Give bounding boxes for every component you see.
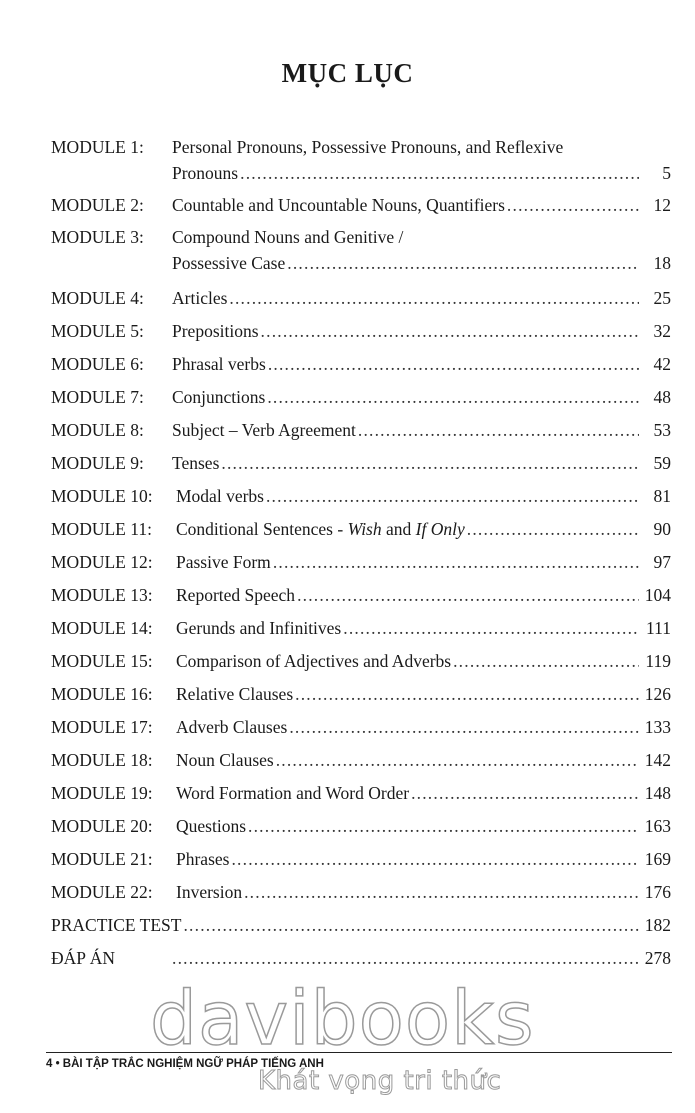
toc-entry-label: MODULE 8: [51,420,144,440]
toc-entry-title: Conjunctions [172,387,266,407]
toc-entry-label: MODULE 5: [51,321,144,341]
toc-entry-label: MODULE 19: [51,783,153,803]
toc-entry-module-1 [51,134,671,192]
toc-entry-title: Phrasal verbs [172,354,266,374]
dot-leader [261,318,639,344]
toc-entry-label: MODULE 4: [51,288,144,308]
toc-entry-module-2 [51,192,671,224]
dot-leader [183,912,639,938]
toc-entry-title: Articles [172,288,228,308]
dot-leader [267,384,639,410]
toc-entry-page: 59 [653,453,671,473]
dot-leader [295,681,639,707]
toc-entry-label: MODULE 20: [51,816,153,836]
toc-entry-title: Modal verbs [176,486,264,506]
toc-entry-title: PRACTICE TEST [51,915,182,935]
toc-entry-title: Phrases [176,849,230,869]
toc-entry-module-6 [51,351,671,384]
toc-entry-module-9 [51,450,671,483]
dot-leader [268,351,639,377]
dot-leader [276,747,639,773]
toc-entry-module-8 [51,417,671,450]
toc-entry-page: 182 [644,915,671,935]
toc-entry-page: 133 [644,717,671,737]
toc-entry-module-19 [51,780,671,813]
dot-leader [453,648,639,674]
toc-entry-title: Subject – Verb Agreement [172,420,356,440]
toc-entry-label: MODULE 11: [51,519,152,539]
dot-leader [358,417,639,443]
dot-leader [343,615,639,641]
dot-leader [172,945,639,971]
toc-entry-label: MODULE 15: [51,651,153,671]
toc-entry-label: MODULE 22: [51,882,153,902]
toc-entry-module-22 [51,879,671,912]
toc-entry-page: 5 [662,163,671,183]
toc-entry-title: Countable and Uncountable Nouns, Quantifiers [172,195,505,215]
toc-entry-label: MODULE 21: [51,849,153,869]
dot-leader [231,846,639,872]
toc-entry-label: ĐÁP ÁN [51,948,116,968]
toc-entry-page: 278 [644,948,671,968]
toc-entry-title: Pronouns [172,163,239,183]
toc-entry-module-17 [51,714,671,747]
toc-entry-label: MODULE 14: [51,618,153,638]
toc-entry-title: Possessive Case [172,253,286,273]
toc-entry-module-4 [51,285,671,318]
toc-entry-practice-test [51,912,671,945]
toc-entry-title: Comparison of Adjectives and Adverbs [176,651,452,671]
dot-leader [297,582,639,608]
toc-entry-module-10 [51,483,671,516]
dot-leader [507,192,639,218]
toc-entry-label: MODULE 16: [51,684,153,704]
toc-entry-title: Gerunds and Infinitives [176,618,342,638]
toc-entry-page: 32 [653,321,671,341]
toc-entry-label: MODULE 13: [51,585,153,605]
toc-entry-module-21 [51,846,671,879]
toc-entry-page: 48 [653,387,671,407]
dot-leader [411,780,639,806]
toc-entry-page: 12 [653,195,671,215]
toc-entry-answers [51,945,671,978]
toc-entry-module-14 [51,615,671,648]
toc-entry-label: MODULE 1: [51,137,144,157]
toc-entry-page: 18 [653,253,671,273]
toc-entry-module-15 [51,648,671,681]
dot-leader [240,160,639,186]
toc-entry-module-16 [51,681,671,714]
toc-entry-title: Prepositions [172,321,259,341]
toc-entry-module-18 [51,747,671,780]
toc-entry-page: 111 [646,618,671,638]
toc-entry-page: 25 [653,288,671,308]
dot-leader [229,285,639,311]
toc-entry-label: MODULE 17: [51,717,153,737]
toc-entry-module-5 [51,318,671,351]
dot-leader [244,879,639,905]
footer-divider [46,1052,672,1053]
toc-entry-page: 90 [653,519,671,539]
toc-entry-page: 176 [644,882,671,902]
toc-entry-title: Personal Pronouns, Possessive Pronouns, and Reflexive [172,137,564,157]
toc-entry-module-11 [51,516,671,549]
toc-entry-module-7 [51,384,671,417]
toc-entry-label: MODULE 7: [51,387,144,407]
toc-entry-page: 163 [644,816,671,836]
toc-entry-label: MODULE 10: [51,486,153,506]
toc-entry-title: Questions [176,816,246,836]
toc-entry-title: Adverb Clauses [176,717,288,737]
dot-leader [287,250,639,276]
toc-entry-page: 148 [644,783,671,803]
toc-entry-title: Compound Nouns and Genitive / [172,227,404,247]
dot-leader [221,450,639,476]
toc-entry-title: Relative Clauses [176,684,294,704]
toc-entry-page: 53 [653,420,671,440]
toc-entry-module-12 [51,549,671,582]
toc-entry-module-13 [51,582,671,615]
toc-entry-page: 119 [645,651,671,671]
watermark-tagline: Khát vọng tri thức [258,1066,502,1096]
dot-leader [273,549,639,575]
toc-entry-title: Passive Form [176,552,271,572]
toc-entry-title: Inversion [176,882,243,902]
watermark-logo: davibooks [150,976,535,1062]
dot-leader [266,483,639,509]
toc-entry-label: MODULE 3: [51,227,144,247]
toc-entry-label: MODULE 2: [51,195,144,215]
toc-entry-label: MODULE 6: [51,354,144,374]
toc-entry-label: MODULE 18: [51,750,153,770]
toc-entry-title: Word Formation and Word Order [176,783,410,803]
toc-entry-page: 104 [644,585,671,605]
page-footer: 4 • BÀI TẬP TRẮC NGHIỆM NGỮ PHÁP TIẾNG ANH [46,1058,324,1070]
table-of-contents [51,134,671,978]
toc-entry-page: 142 [644,750,671,770]
dot-leader [248,813,639,839]
toc-entry-module-3 [51,224,671,285]
toc-entry-title: Tenses [172,453,220,473]
toc-entry-page: 81 [653,486,671,506]
toc-entry-page: 42 [653,354,671,374]
toc-entry-label: MODULE 12: [51,552,153,572]
toc-entry-module-20 [51,813,671,846]
toc-entry-page: 169 [644,849,671,869]
toc-entry-title: Noun Clauses [176,750,274,770]
toc-entry-title: Conditional Sentences - Wish and If Only [176,519,465,539]
page-title: MỤC LỤC [281,58,414,88]
toc-entry-page: 126 [644,684,671,704]
toc-entry-page: 97 [653,552,671,572]
toc-entry-label: MODULE 9: [51,453,144,473]
dot-leader [467,516,639,542]
dot-leader [289,714,639,740]
toc-entry-title: Reported Speech [176,585,296,605]
